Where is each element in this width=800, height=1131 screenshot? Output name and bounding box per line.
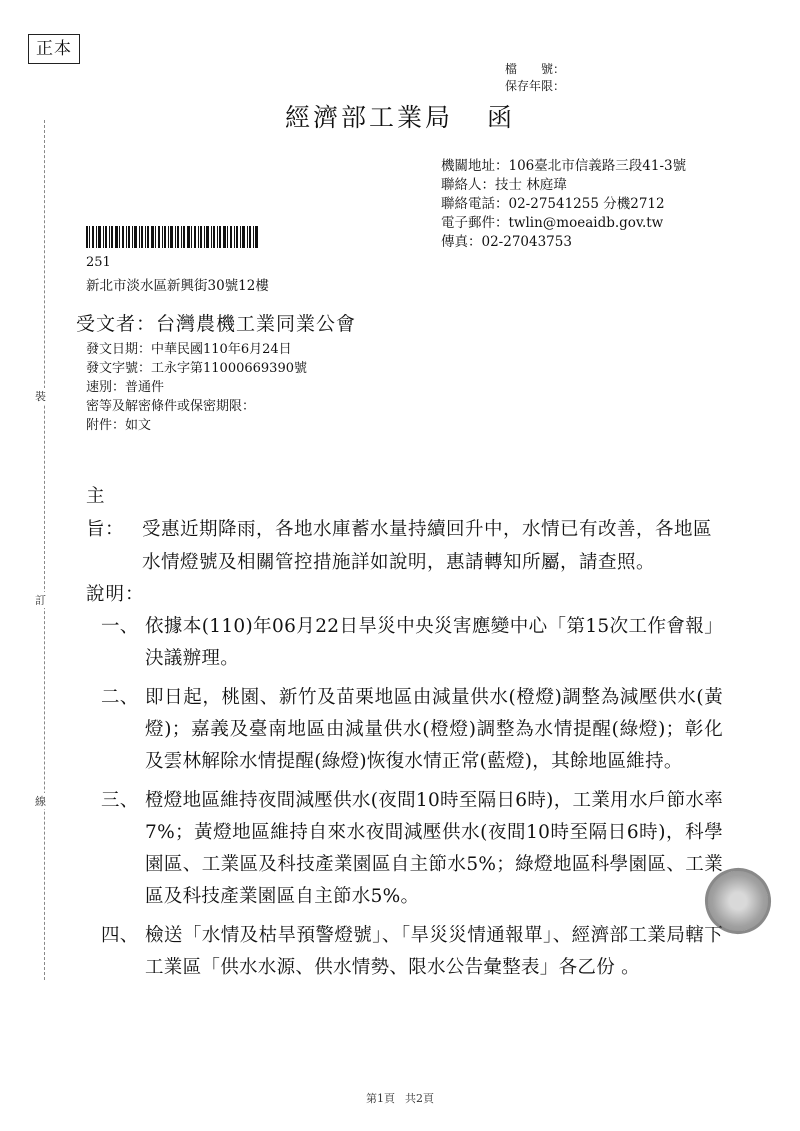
page-number: 第1頁 (366, 1092, 395, 1105)
list-item (101, 682, 723, 778)
agency-name: 經濟部工業局 (284, 103, 453, 132)
explanation-label: 說明： (86, 584, 145, 605)
contact-fax: 傳真：02-27043753 (441, 234, 572, 250)
item-number: 三、 (101, 790, 139, 811)
item-number: 一、 (101, 616, 139, 637)
margin-mark-bind: 裝 (35, 390, 46, 403)
contact-person: 聯絡人：技士 林庭瑋 (441, 177, 567, 193)
issue-date: 發文日期：中華民國110年6月24日 (86, 342, 292, 357)
item-number: 二、 (101, 687, 139, 708)
page-footer (0, 1090, 800, 1106)
subject (86, 480, 726, 579)
document-type: 函 (487, 103, 516, 132)
margin-mark-line: 線 (35, 795, 46, 808)
subject-text: 受惠近期降雨，各地水庫蓄水量持續回升中，水情已有改善，各地區水情燈號及相關管控措施詳如說明，惠請轉知所屬，請查照。 (142, 519, 713, 573)
item-text: 檢送「水情及枯旱預警燈號」、「旱災災情通報單」、經濟部工業局轄下工業區「供水水源、供水情勢、限水公告彙整表」各乙份 。 (145, 925, 723, 978)
contact-phone: 聯絡電話：02-27541255 分機2712 (441, 196, 665, 212)
contact-email: 電子郵件：twlin@moeaidb.gov.tw (441, 215, 664, 231)
secrecy-level: 密等及解密條件或保密期限： (86, 399, 256, 414)
attachment: 附件：如文 (86, 418, 152, 433)
document-meta (86, 340, 307, 435)
page-total: 共2頁 (405, 1092, 434, 1105)
subject-label: 主旨： (86, 486, 125, 540)
item-number: 四、 (101, 925, 139, 946)
item-text: 橙燈地區維持夜間減壓供水(夜間10時至隔日6時)，工業用水戶節水率7%；黃燈地區維持自來水夜間減壓供水(夜間10時至隔日6時)，科學園區、工業區及科技產業園區自主節水5%；綠燈地區科學園區、工業區及科技產業園區自主節水5%。 (145, 790, 723, 907)
delivery-speed: 速別：普通件 (86, 380, 165, 395)
list-item (101, 611, 723, 675)
recipient: 受文者：台灣農機工業同業公會 (76, 313, 357, 335)
item-text: 依據本(110)年06月22日旱災中央災害應變中心「第15次工作會報」決議辦理。 (145, 616, 723, 669)
margin-mark-staple: 訂 (35, 594, 46, 607)
recipient-address: 新北市淡水區新興街30號12樓 (86, 278, 269, 294)
list-item (101, 920, 723, 984)
original-copy-stamp: 正本 (28, 34, 80, 64)
list-item (101, 785, 723, 913)
postal-code: 251 (86, 255, 111, 270)
file-info (505, 61, 565, 95)
binding-line (44, 120, 45, 980)
explanation-list (101, 611, 723, 991)
barcode (86, 226, 258, 248)
document-number: 發文字號：工永字第11000669390號 (86, 361, 307, 376)
contact-block (441, 157, 686, 252)
item-text: 即日起，桃園、新竹及苗栗地區由減量供水(橙燈)調整為減壓供水(黃燈)；嘉義及臺南地區由減量供水(橙燈)調整為水情提醒(綠燈)；彰化及雲林解除水情提醒(綠燈)恢復水情正常(藍燈)，其餘地區維持。 (145, 687, 723, 772)
retention-period: 保存年限： (505, 79, 566, 93)
document-title (0, 98, 800, 134)
file-number: 檔 號： (505, 62, 566, 76)
agency-address: 機關地址：106臺北市信義路三段41-3號 (441, 158, 687, 174)
